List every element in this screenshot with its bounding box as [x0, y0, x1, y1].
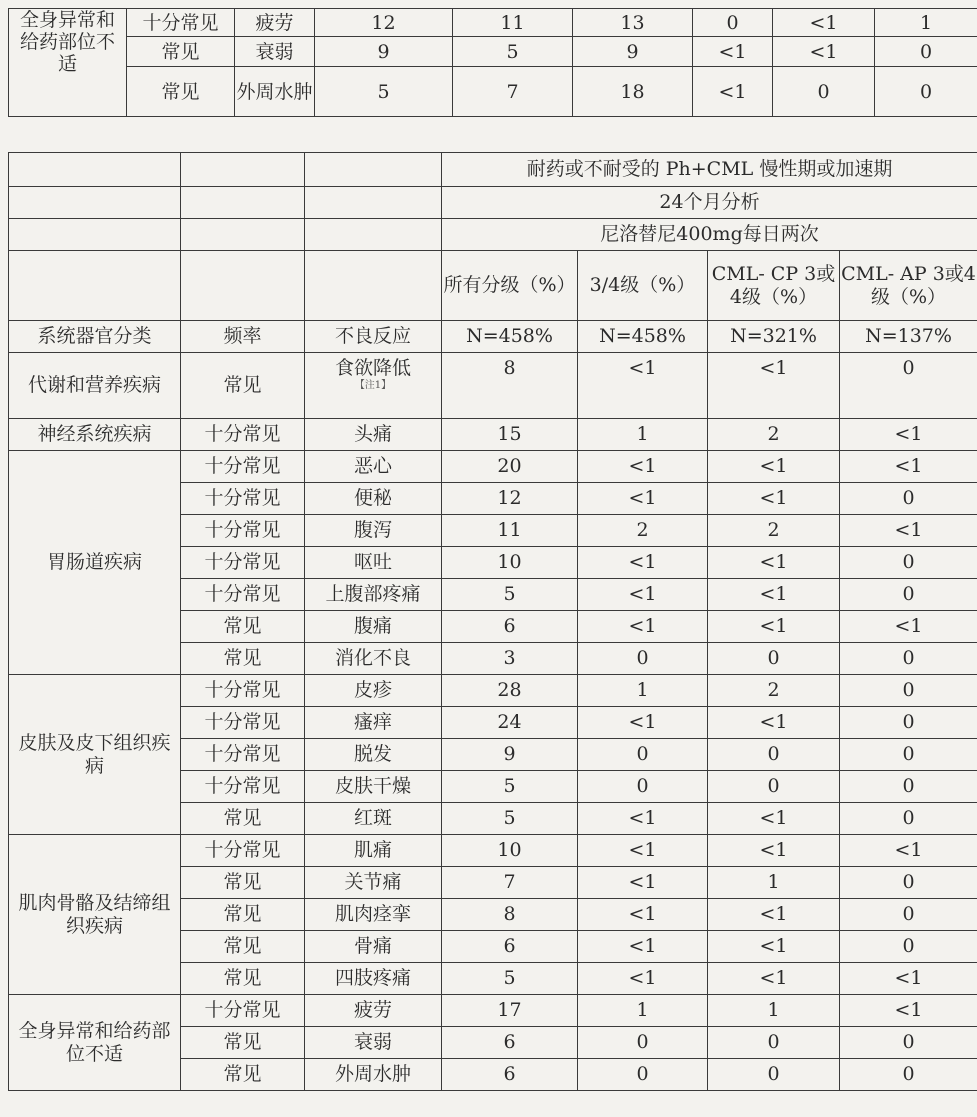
reaction-cell: 疲劳	[305, 995, 442, 1027]
value-cell: 2	[708, 419, 840, 451]
value-cell: <1	[708, 483, 840, 515]
reaction-cell: 皮疹	[305, 675, 442, 707]
frequency-cell: 十分常见	[181, 483, 305, 515]
reaction-cell: 腹泻	[305, 515, 442, 547]
value-cell: 0	[840, 483, 977, 515]
value-cell: <1	[578, 483, 708, 515]
value-cell: 12	[442, 483, 578, 515]
header-row-population	[9, 153, 977, 187]
reaction-cell: 骨痛	[305, 931, 442, 963]
value-cell: <1	[773, 9, 875, 37]
value-cell: <1	[708, 963, 840, 995]
value-cell: 0	[840, 547, 977, 579]
system-organ-class-label: 系统器官分类	[9, 321, 181, 353]
value-cell: 10	[442, 547, 578, 579]
col-cml-cp: CML- CP 3或4级（%）	[708, 251, 840, 321]
value-cell: 2	[708, 515, 840, 547]
value-cell: 0	[840, 803, 977, 835]
reaction-cell: 红斑	[305, 803, 442, 835]
value-cell: 13	[573, 9, 693, 37]
value-cell: 12	[315, 9, 453, 37]
value-cell: 0	[840, 771, 977, 803]
frequency-cell: 十分常见	[181, 771, 305, 803]
value-cell: 6	[442, 611, 578, 643]
table-row	[9, 675, 977, 707]
value-cell: <1	[840, 611, 977, 643]
value-cell: 10	[442, 835, 578, 867]
reaction-cell: 衰弱	[235, 37, 315, 67]
table-row	[9, 9, 977, 37]
value-cell: 18	[573, 67, 693, 117]
reaction-cell: 四肢疼痛	[305, 963, 442, 995]
value-cell: 0	[578, 1027, 708, 1059]
frequency-cell: 常见	[181, 899, 305, 931]
value-cell: 1	[708, 867, 840, 899]
reaction-cell: 呕吐	[305, 547, 442, 579]
value-cell: 0	[840, 579, 977, 611]
value-cell: 0	[708, 643, 840, 675]
value-cell: 1	[875, 9, 977, 37]
value-cell: 6	[442, 931, 578, 963]
value-cell: 5	[315, 67, 453, 117]
value-cell: <1	[578, 353, 708, 419]
n-value: N=458%	[578, 321, 708, 353]
value-cell: 0	[840, 739, 977, 771]
frequency-cell: 十分常见	[181, 547, 305, 579]
category-cell: 全身异常和给药部位不适	[9, 9, 127, 117]
frequency-cell: 常见	[181, 643, 305, 675]
value-cell: 0	[773, 67, 875, 117]
frequency-cell: 十分常见	[181, 835, 305, 867]
adverse-reactions-table	[8, 152, 977, 1091]
value-cell: 0	[840, 1059, 977, 1091]
n-value: N=458%	[442, 321, 578, 353]
value-cell: 0	[578, 771, 708, 803]
value-cell: <1	[578, 803, 708, 835]
value-cell: <1	[773, 37, 875, 67]
reaction-cell: 外周水肿	[235, 67, 315, 117]
value-cell: 15	[442, 419, 578, 451]
value-cell: 8	[442, 899, 578, 931]
value-cell: 0	[708, 771, 840, 803]
value-cell: 5	[453, 37, 573, 67]
value-cell: 0	[578, 1059, 708, 1091]
frequency-cell: 常见	[181, 1027, 305, 1059]
reaction-cell: 消化不良	[305, 643, 442, 675]
value-cell: 0	[840, 899, 977, 931]
value-cell: 28	[442, 675, 578, 707]
analysis-header: 24个月分析	[442, 187, 977, 219]
value-cell: 8	[442, 353, 578, 419]
value-cell: <1	[708, 611, 840, 643]
value-cell: <1	[840, 515, 977, 547]
header-row-analysis	[9, 187, 977, 219]
value-cell: 17	[442, 995, 578, 1027]
table-row	[9, 419, 977, 451]
header-row-dose	[9, 219, 977, 251]
value-cell: 9	[442, 739, 578, 771]
value-cell: <1	[708, 803, 840, 835]
n-value: N=321%	[708, 321, 840, 353]
system-organ-class-cell: 神经系统疾病	[9, 419, 181, 451]
table-row	[9, 67, 977, 117]
frequency-cell: 十分常见	[127, 9, 235, 37]
table-row	[9, 353, 977, 419]
value-cell: <1	[708, 899, 840, 931]
value-cell: <1	[708, 931, 840, 963]
value-cell: 7	[453, 67, 573, 117]
frequency-cell: 十分常见	[181, 515, 305, 547]
value-cell: <1	[708, 451, 840, 483]
value-cell: 2	[708, 675, 840, 707]
frequency-cell: 十分常见	[181, 739, 305, 771]
value-cell: 0	[578, 643, 708, 675]
value-cell: <1	[578, 611, 708, 643]
dose-header: 尼洛替尼400mg每日两次	[442, 219, 977, 251]
reaction-cell: 疲劳	[235, 9, 315, 37]
table-row	[9, 835, 977, 867]
value-cell: 9	[573, 37, 693, 67]
value-cell: <1	[578, 899, 708, 931]
value-cell: 24	[442, 707, 578, 739]
frequency-cell: 常见	[181, 803, 305, 835]
value-cell: 5	[442, 963, 578, 995]
value-cell: 1	[578, 419, 708, 451]
value-cell: 0	[840, 707, 977, 739]
value-cell: <1	[578, 451, 708, 483]
n-value: N=137%	[840, 321, 977, 353]
value-cell: <1	[693, 67, 773, 117]
frequency-cell: 常见	[127, 37, 235, 67]
value-cell: <1	[708, 547, 840, 579]
value-cell: 0	[875, 67, 977, 117]
value-cell: 0	[840, 643, 977, 675]
value-cell: 0	[840, 353, 977, 419]
value-cell: 9	[315, 37, 453, 67]
frequency-cell: 十分常见	[181, 451, 305, 483]
value-cell: 11	[442, 515, 578, 547]
table-row	[9, 451, 977, 483]
frequency-cell: 十分常见	[181, 579, 305, 611]
reaction-cell	[305, 353, 442, 419]
table-row	[9, 995, 977, 1027]
value-cell: 0	[693, 9, 773, 37]
system-organ-class-cell: 全身异常和给药部位不适	[9, 995, 181, 1091]
reaction-cell: 肌痛	[305, 835, 442, 867]
system-organ-class-cell: 皮肤及皮下组织疾病	[9, 675, 181, 835]
value-cell: 6	[442, 1059, 578, 1091]
top-table-fragment	[8, 8, 977, 117]
frequency-cell: 常见	[181, 611, 305, 643]
frequency-cell: 十分常见	[181, 419, 305, 451]
value-cell: 0	[875, 37, 977, 67]
label-row	[9, 321, 977, 353]
system-organ-class-cell: 代谢和营养疾病	[9, 353, 181, 419]
value-cell: 0	[840, 1027, 977, 1059]
value-cell: <1	[840, 451, 977, 483]
grade-header-row	[9, 251, 977, 321]
value-cell: <1	[708, 835, 840, 867]
value-cell: 6	[442, 1027, 578, 1059]
reaction-label: 不良反应	[305, 321, 442, 353]
frequency-cell: 常见	[181, 931, 305, 963]
frequency-cell: 十分常见	[181, 995, 305, 1027]
value-cell: 0	[840, 867, 977, 899]
frequency-cell: 十分常见	[181, 675, 305, 707]
value-cell: 5	[442, 771, 578, 803]
value-cell: <1	[708, 707, 840, 739]
value-cell: 20	[442, 451, 578, 483]
reaction-cell: 恶心	[305, 451, 442, 483]
value-cell: 1	[578, 675, 708, 707]
value-cell: <1	[578, 835, 708, 867]
value-cell: 7	[442, 867, 578, 899]
value-cell: <1	[578, 579, 708, 611]
reaction-cell: 腹痛	[305, 611, 442, 643]
frequency-cell: 常见	[181, 353, 305, 419]
reaction-cell: 头痛	[305, 419, 442, 451]
population-header: 耐药或不耐受的 Ph+CML 慢性期或加速期	[442, 153, 977, 187]
col-grade-3-4: 3/4级（%）	[578, 251, 708, 321]
reaction-cell: 皮肤干燥	[305, 771, 442, 803]
value-cell: 1	[708, 995, 840, 1027]
value-cell: <1	[840, 995, 977, 1027]
value-cell: 3	[442, 643, 578, 675]
value-cell: <1	[578, 707, 708, 739]
frequency-cell: 十分常见	[181, 707, 305, 739]
value-cell: 2	[578, 515, 708, 547]
value-cell: <1	[578, 547, 708, 579]
reaction-cell: 肌肉痉挛	[305, 899, 442, 931]
value-cell: 0	[578, 739, 708, 771]
value-cell: <1	[840, 835, 977, 867]
value-cell: <1	[578, 931, 708, 963]
value-cell: 5	[442, 803, 578, 835]
frequency-cell: 常见	[181, 1059, 305, 1091]
system-organ-class-cell: 胃肠道疾病	[9, 451, 181, 675]
frequency-cell: 常见	[181, 963, 305, 995]
reaction-cell: 脱发	[305, 739, 442, 771]
frequency-label: 频率	[181, 321, 305, 353]
value-cell: <1	[840, 419, 977, 451]
value-cell: <1	[693, 37, 773, 67]
reaction-cell: 外周水肿	[305, 1059, 442, 1091]
reaction-cell: 便秘	[305, 483, 442, 515]
note-marker: 【注1】	[354, 380, 392, 391]
value-cell: 0	[840, 675, 977, 707]
reaction-cell: 上腹部疼痛	[305, 579, 442, 611]
reaction-text: 食欲降低	[334, 357, 411, 379]
value-cell: 5	[442, 579, 578, 611]
col-all-grades: 所有分级（%）	[442, 251, 578, 321]
value-cell: <1	[840, 963, 977, 995]
value-cell: <1	[578, 867, 708, 899]
value-cell: <1	[708, 353, 840, 419]
frequency-cell: 常见	[127, 67, 235, 117]
col-cml-ap: CML- AP 3或4级（%）	[840, 251, 977, 321]
value-cell: 0	[708, 739, 840, 771]
table-row	[9, 37, 977, 67]
reaction-cell: 关节痛	[305, 867, 442, 899]
value-cell: 0	[708, 1027, 840, 1059]
value-cell: <1	[578, 963, 708, 995]
reaction-cell: 瘙痒	[305, 707, 442, 739]
system-organ-class-cell: 肌肉骨骼及结缔组织疾病	[9, 835, 181, 995]
value-cell: <1	[708, 579, 840, 611]
value-cell: 11	[453, 9, 573, 37]
value-cell: 0	[708, 1059, 840, 1091]
value-cell: 1	[578, 995, 708, 1027]
reaction-cell: 衰弱	[305, 1027, 442, 1059]
frequency-cell: 常见	[181, 867, 305, 899]
value-cell: 0	[840, 931, 977, 963]
